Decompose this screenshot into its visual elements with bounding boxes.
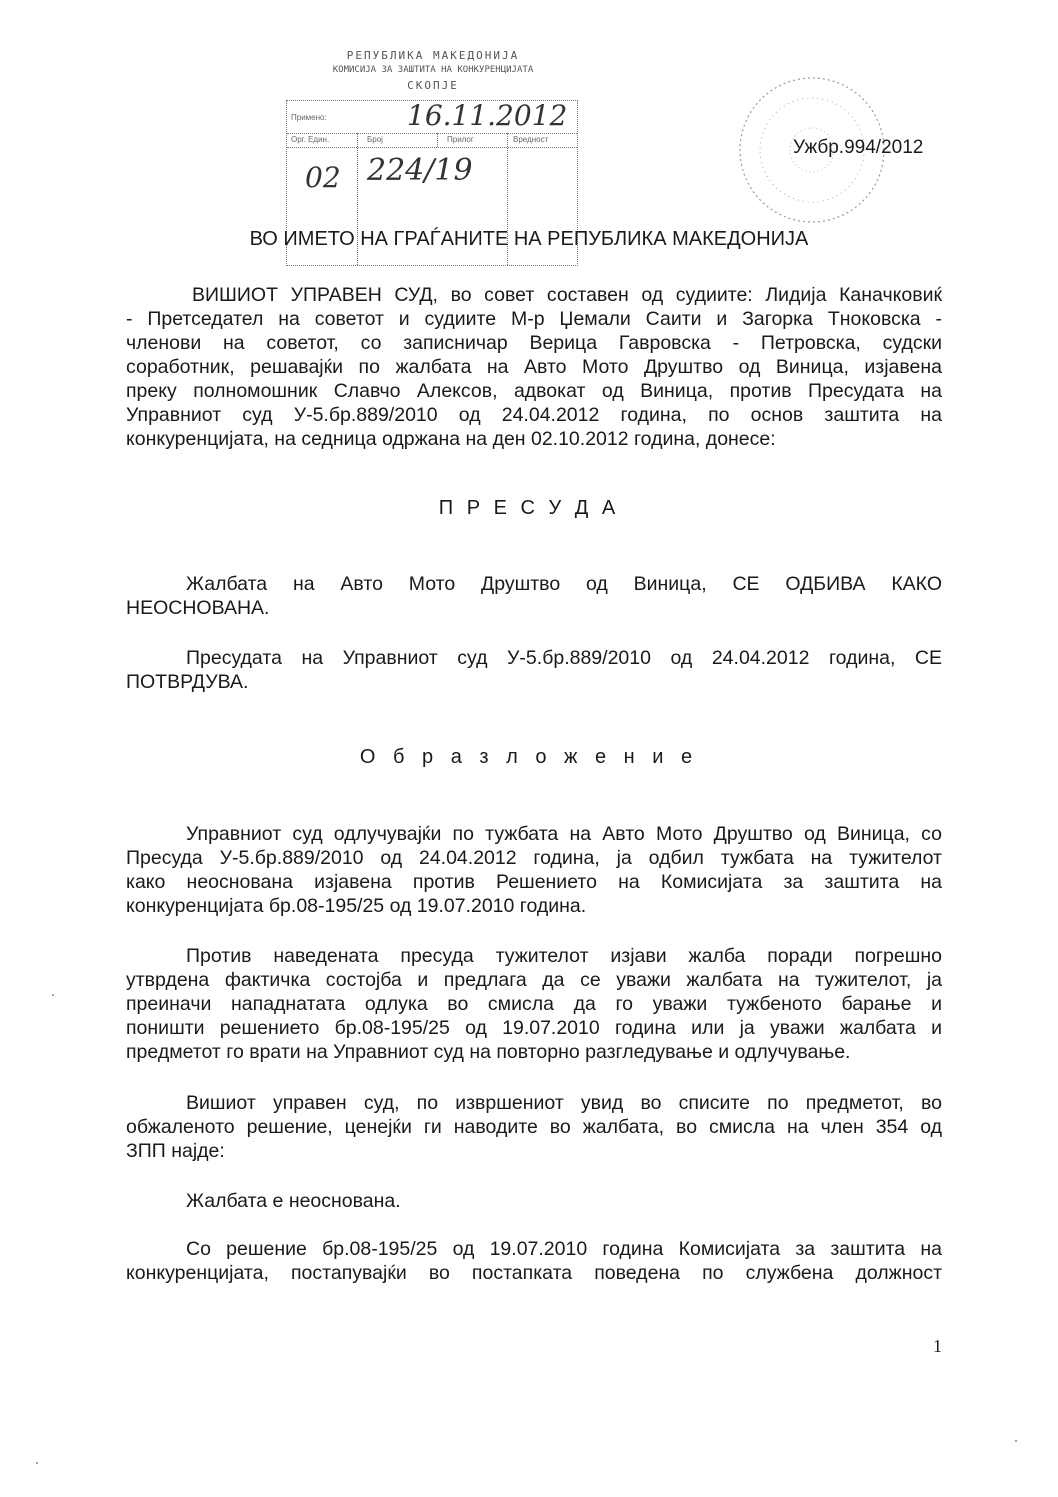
reasoning-line: Пресуда У-5.бр.889/2010 од 24.04.2012 година, ја одбил тужбата на тужителот <box>126 847 942 869</box>
reasoning-line: како неоснована изјавена против Решението на Комисијата за заштита на <box>126 871 942 893</box>
scan-speck <box>52 994 54 996</box>
reasoning-line: Со решение бр.08-195/25 од 19.07.2010 година Комисијата за заштита на <box>186 1238 942 1260</box>
stamp-line-2: КОМИСИЈА ЗА ЗАШТИТА НА КОНКУРЕНЦИЈАТА <box>332 65 534 75</box>
registration-stamp <box>283 50 583 220</box>
reasoning-line: поништи решението бр.08-195/25 од 19.07.2010 година или ја уважи жалбата и <box>126 1017 942 1039</box>
case-number: Ужбр.994/2012 <box>793 137 924 158</box>
stamp-date: 16.11.2012 <box>407 99 568 132</box>
verdict-line: Жалбата на Авто Мото Друштво од Виница, СЕ ОДБИВА КАКО <box>186 573 942 595</box>
reasoning-line: преиначи нападнатата одлука во смисла да го уважи тужбеното барање и <box>126 993 942 1015</box>
intro-line: преку полномошник Славчо Алексов, адвокат од Виница, против Пресудата на <box>126 380 942 402</box>
stamp-col-label-1: Орг. Един. <box>291 135 330 144</box>
reasoning-line: ЗПП најде: <box>126 1140 225 1162</box>
verdict-line: НЕОСНОВАНА. <box>126 597 270 619</box>
reasoning-line: утврдена фактичка состојба и предлага да се уважи жалбата на тужителот, ја <box>126 969 942 991</box>
intro-line: Управниот суд У-5.бр.889/2010 од 24.04.2012 година, по основ заштита на <box>126 404 942 426</box>
verdict-title: П Р Е С У Д А <box>438 497 620 519</box>
reasoning-line: Вишиот управен суд, по извршениот увид во списите по предметот, во <box>186 1092 942 1114</box>
reasoning-line: конкуренцијата бр.08-195/25 од 19.07.2010 година. <box>126 895 587 917</box>
verdict-line: Пресудата на Управниот суд У-5.бр.889/2010 од 24.04.2012 година, СЕ <box>186 647 942 669</box>
reasoning-line: обжаленото решение, ценејќи ги наводите во жалбата, во смисла на член 354 од <box>126 1116 942 1138</box>
stamp-org-unit: 02 <box>305 161 341 194</box>
scan-speck <box>36 1462 38 1464</box>
reasoning-line: Управниот суд одлучувајќи по тужбата на Авто Мото Друштво од Виница, со <box>186 823 942 845</box>
stamp-number: 224/19 <box>367 153 473 188</box>
stamp-line-3: СКОПЈЕ <box>407 79 459 92</box>
intro-line: членови на советот, со записничар Верица Гавровска - Петровска, судски <box>126 332 942 354</box>
intro-line: - Претседател на советот и судиите М-р Џемали Саити и Загорка Тноковска - <box>126 308 942 330</box>
page-number: 1 <box>933 1336 942 1356</box>
reasoning-line: конкуренцијата, постапувајќи во постапката поведена по службена должност <box>126 1262 942 1284</box>
intro-line: конкуренцијата, на седница одржана на ден 02.10.2012 година, донесе: <box>126 428 776 450</box>
reasoning-line: Против наведената пресуда тужителот изјави жалба поради погрешно <box>186 945 942 967</box>
intro-line: ВИШИОТ УПРАВЕН СУД, во совет составен од судиите: Лидија Каначковиќ <box>192 284 942 306</box>
stamp-line-1: РЕПУБЛИКА МАКЕДОНИЈА <box>346 49 520 62</box>
intro-line: соработник, решавајќи по жалбата на Авто Мото Друштво од Виница, изјавена <box>126 356 942 378</box>
reasoning-line: Жалбата е неоснована. <box>186 1190 401 1212</box>
scan-speck <box>1015 1440 1017 1442</box>
stamp-col-label-4: Вредност <box>513 135 549 144</box>
reasoning-line: предметот го врати на Управниот суд на повторно разгледување и одлучување. <box>126 1041 851 1063</box>
verdict-line: ПОТВРДУВА. <box>126 671 249 693</box>
reasoning-title: О б р а з л о ж е н и е <box>359 746 699 768</box>
stamp-received-label: Примено: <box>291 113 327 122</box>
stamp-col-label-2: Број <box>367 135 383 144</box>
stamp-col-label-3: Прилог <box>447 135 474 144</box>
document-heading: ВО ИМЕТО НА ГРАЃАНИТЕ НА РЕПУБЛИКА МАКЕДОНИЈА <box>249 228 809 250</box>
